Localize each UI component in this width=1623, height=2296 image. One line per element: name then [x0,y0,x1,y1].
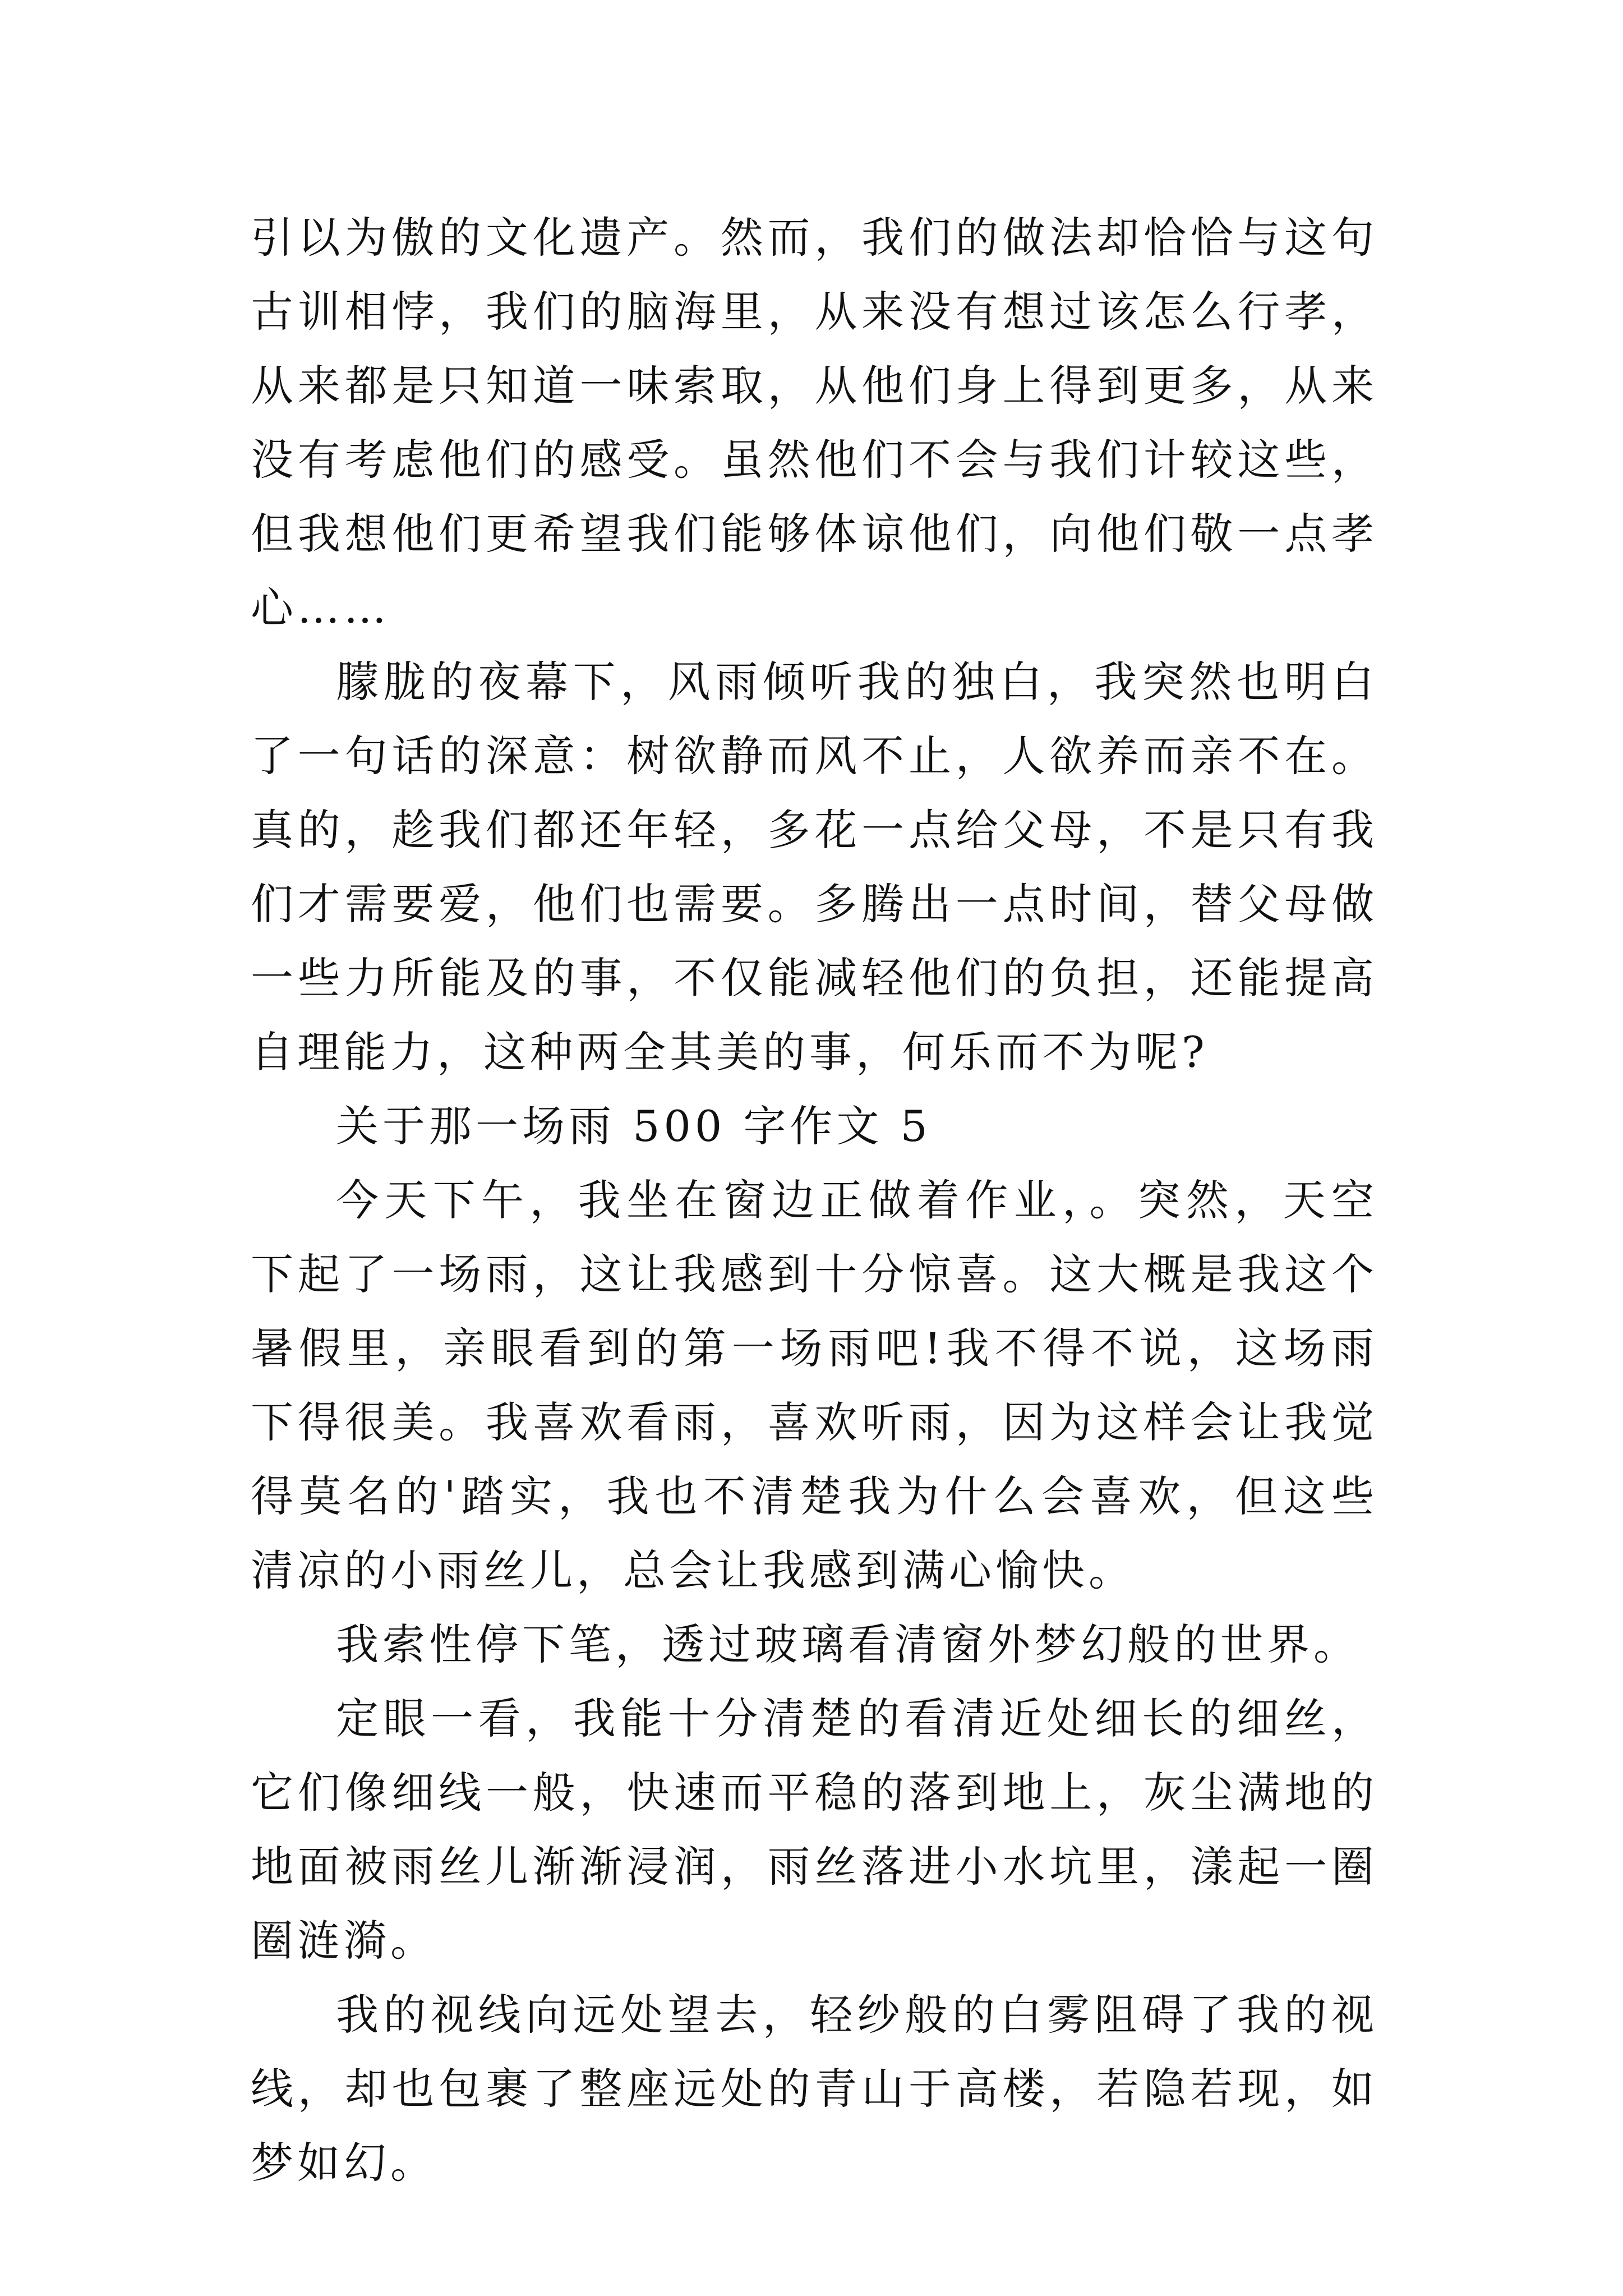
paragraph-close-view: 定眼一看，我能十分清楚的看清近处细长的细丝，它们像细线一般，快速而平稳的落到地上，灰尘满地的地面被雨丝儿渐渐浸润，雨丝落进小水坑里，漾起一圈圈涟漪。 [251,1694,1378,1966]
essay-heading: 关于那一场雨 500 字作文 5 [336,1101,932,1151]
paragraph-afternoon-rain: 今天下午，我坐在窗边正做着作业，。突然，天空下起了一场雨，这让我感到十分惊喜。这大概是我这个暑假里，亲眼看到的第一场雨吧!我不得不说，这场雨下得很美。我喜欢看雨，喜欢听雨，因为这样会让我觉得莫名的'踏实，我也不清楚我为什么会喜欢，但这些清凉的小雨丝儿，总会让我感到满心愉快。 [251,1175,1378,1595]
paragraph-filial-piety: 朦胧的夜幕下，风雨倾听我的独白，我突然也明白了一句话的深意：树欲静而风不止，人欲养而亲不在。真的，趁我们都还年轻，多花一点给父母，不是只有我们才需要爱，他们也需要。多腾出一点时间，替父母做一些力所能及的事，不仅能减轻他们的负担，还能提高自理能力，这种两全其美的事，何乐而不为呢? [251,657,1378,1077]
paragraph-far-view: 我的视线向远处望去，轻纱般的白雾阻碍了我的视线，却也包裹了整座远处的青山于高楼，若隐若现，如梦如幻。 [251,1990,1378,2188]
paragraph-continuation: 引以为傲的文化遗产。然而，我们的做法却恰恰与这句古训相悖，我们的脑海里，从来没有想过该怎么行孝，从来都是只知道一味索取，从他们身上得到更多，从来没有考虑他们的感受。虽然他们不会与我们计较这些，但我想他们更希望我们能够体谅他们，向他们敬一点孝心…… [251,213,1378,633]
paragraph-stop-pen: 我索性停下笔，透过玻璃看清窗外梦幻般的世界。 [336,1619,1360,1669]
document-body [251,201,1378,2200]
